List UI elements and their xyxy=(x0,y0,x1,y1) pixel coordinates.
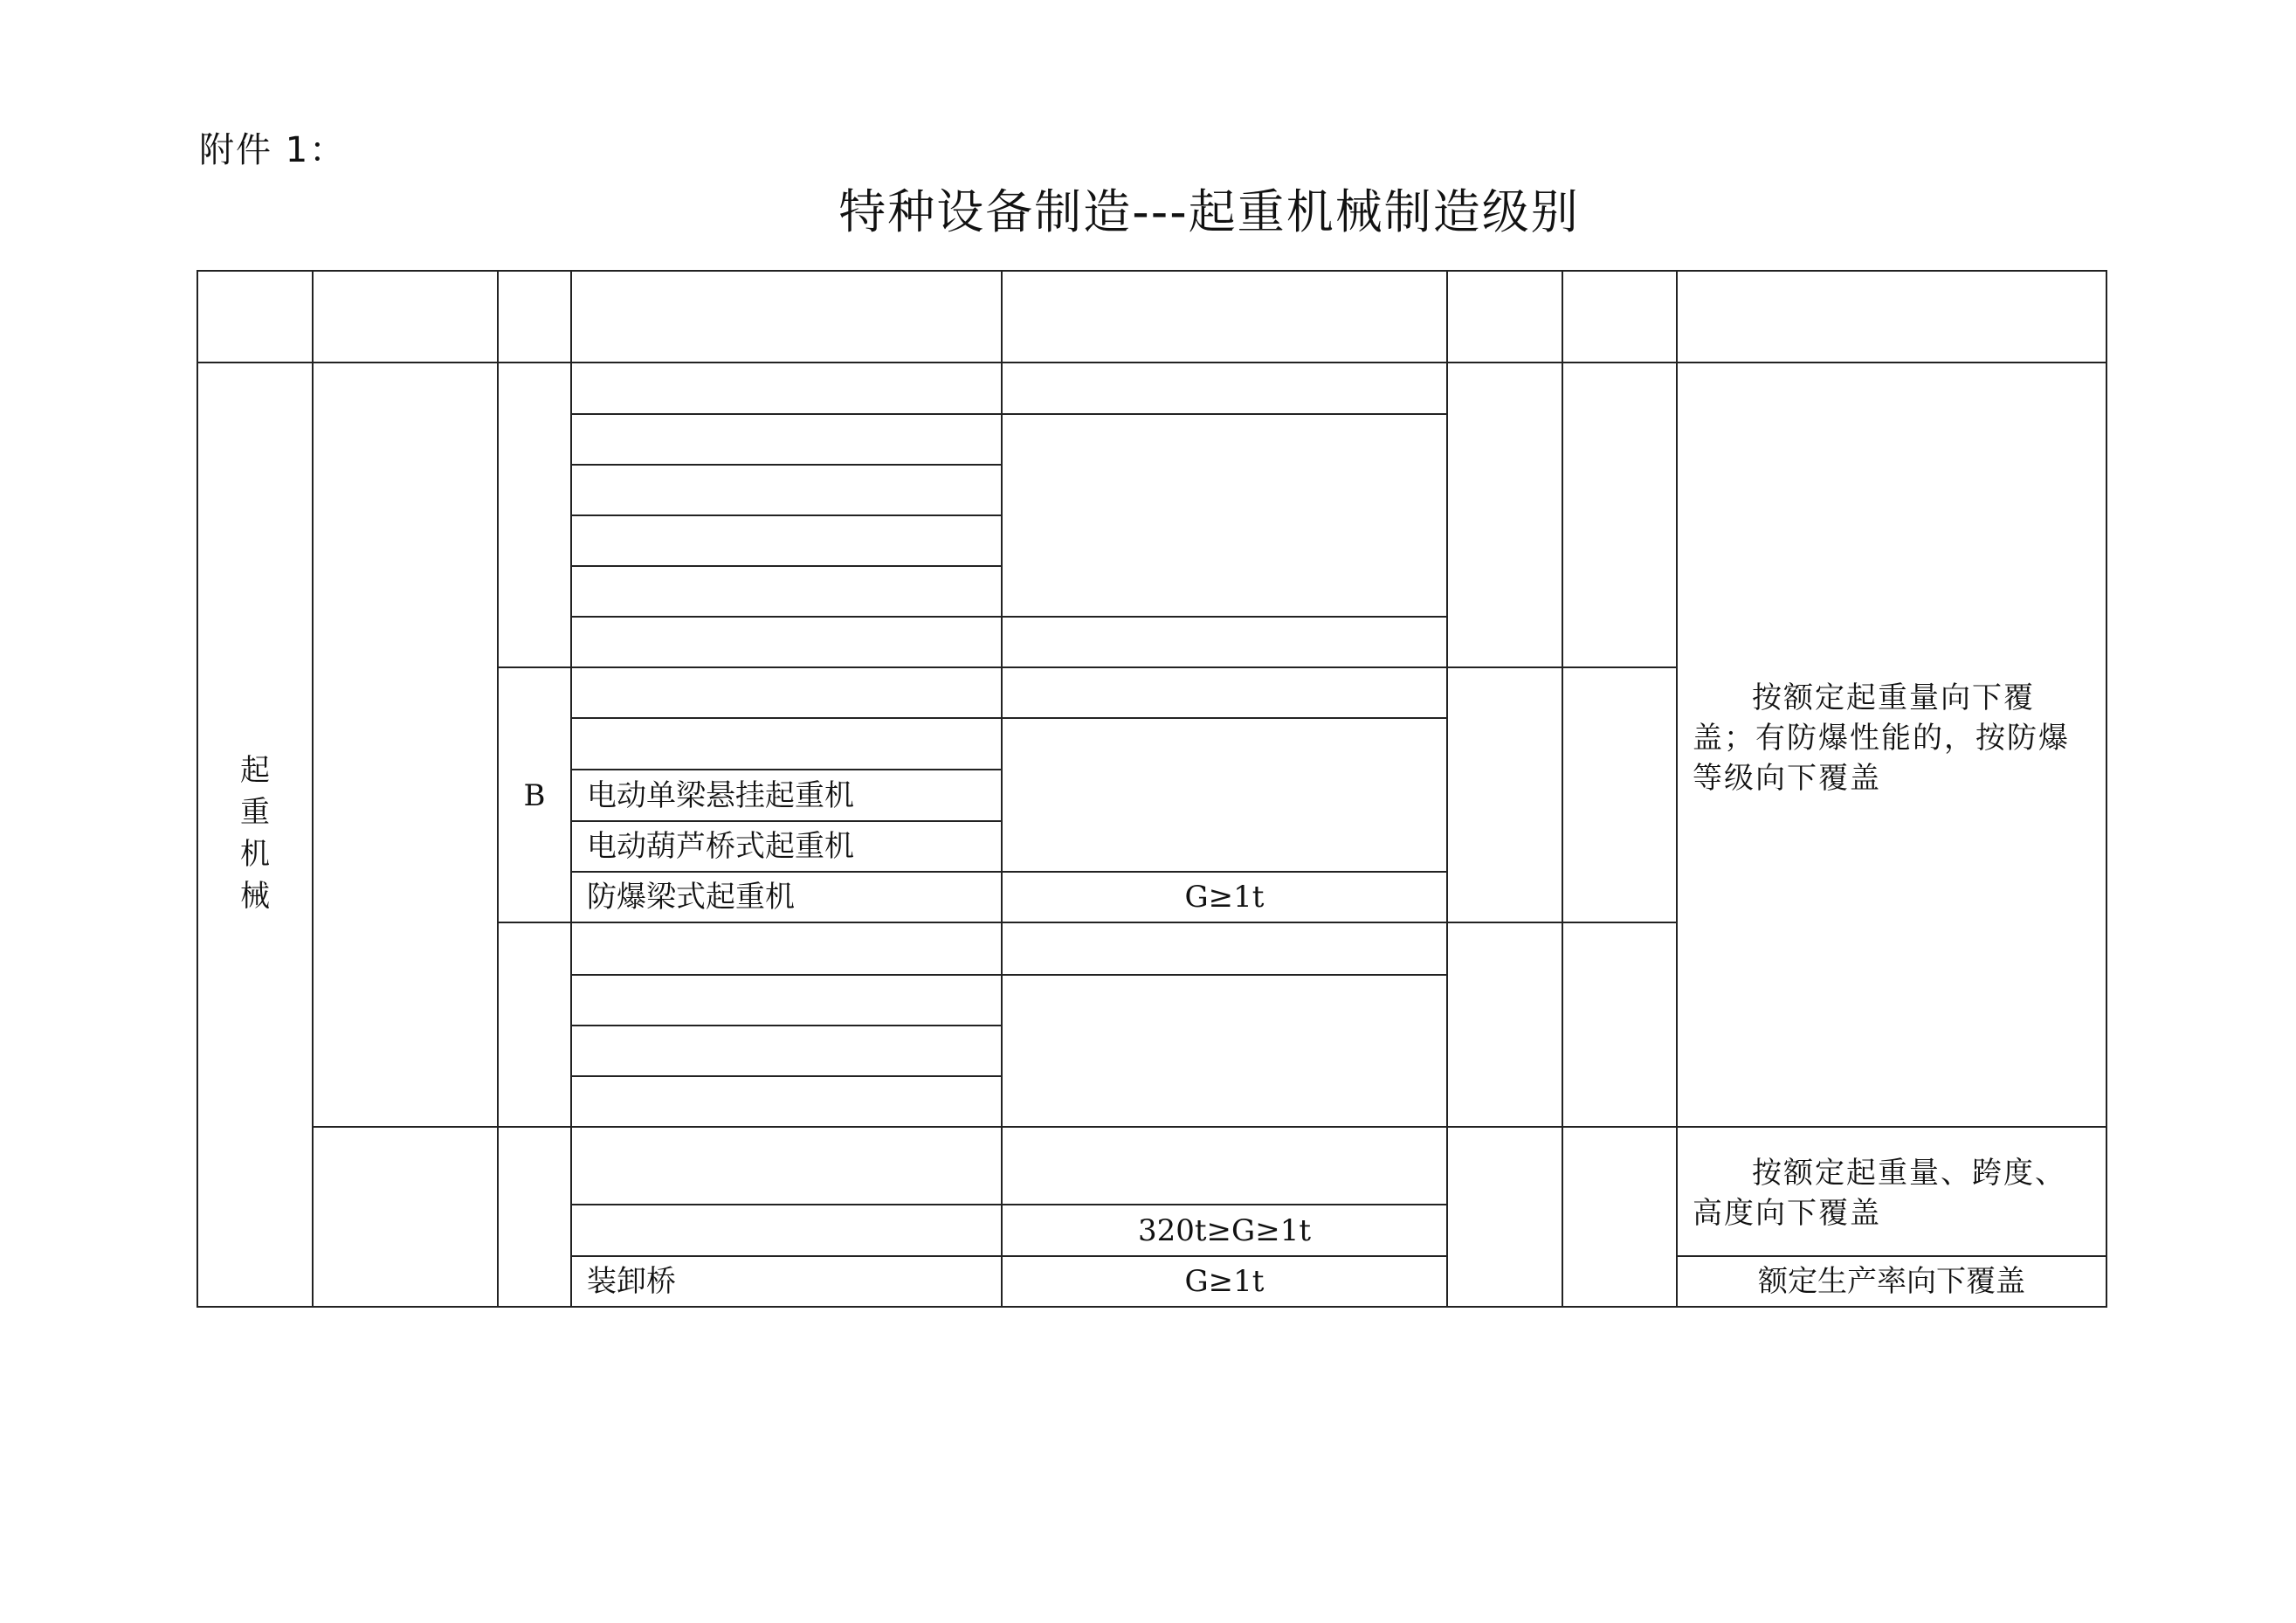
note-cover-by-productivity: 额定生产率向下覆盖 xyxy=(1758,1264,2025,1299)
note-cover-by-capacity-span: 按额定起重量、跨度、高度向下覆盖 xyxy=(1693,1156,2066,1231)
page-title: 特种设备制造---起重机械制造级别 xyxy=(838,184,1580,239)
note-cover-by-capacity: 按额定起重量向下覆盖；有防爆性能的，按防爆等级向下覆盖 xyxy=(1693,680,2070,796)
param-capacity-range: 320t≥G≥1t xyxy=(1138,1212,1311,1248)
item-electric-single-girder: 电动单梁悬挂起重机 xyxy=(587,777,854,813)
grade-b: B xyxy=(523,777,546,813)
category-char: 重 xyxy=(240,795,270,830)
category-vertical-label xyxy=(197,749,313,917)
annex-label: 附件 1： xyxy=(199,130,347,170)
param-explosion-proof-girder: G≥1t xyxy=(1184,880,1265,915)
category-char: 起 xyxy=(240,753,270,788)
item-explosion-proof-girder: 防爆梁式起重机 xyxy=(587,880,795,915)
item-loading-bridge: 装卸桥 xyxy=(587,1264,676,1299)
item-electric-hoist-bridge: 电动葫芦桥式起重机 xyxy=(587,829,854,864)
category-char: 机 xyxy=(240,837,270,872)
category-char: 械 xyxy=(240,879,270,914)
param-loading-bridge: G≥1t xyxy=(1184,1264,1265,1299)
